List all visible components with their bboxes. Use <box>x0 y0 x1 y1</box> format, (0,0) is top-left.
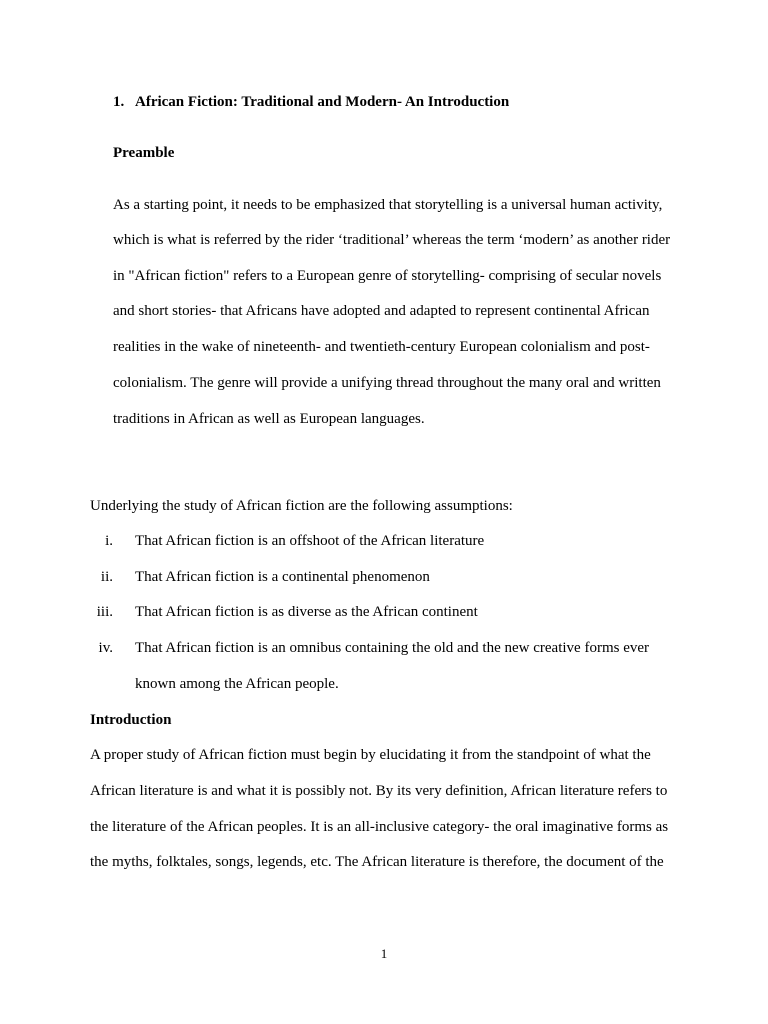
paragraph-line: realities in the wake of nineteenth- and twentieth-century European colonialism and post- <box>113 339 650 355</box>
list-numeral: iv. <box>98 640 113 656</box>
paragraph-line: colonialism. The genre will provide a unifying thread throughout the many oral and written <box>113 375 661 391</box>
list-item-text: known among the African people. <box>135 676 339 692</box>
list-item-text: That African fiction is an offshoot of the African literature <box>135 533 485 549</box>
list-numeral: iii. <box>96 604 113 620</box>
paragraph-line: and short stories- that Africans have adopted and adapted to represent continental African <box>113 303 650 319</box>
paragraph-line: African literature is and what it is possibly not. By its very definition, African literature refers to <box>90 783 668 799</box>
paragraph-line: traditions in African as well as European languages. <box>113 411 425 427</box>
list-numeral: ii. <box>100 569 113 585</box>
paragraph-line: A proper study of African fiction must begin by elucidating it from the standpoint of what the <box>90 747 651 763</box>
paragraph-line: in "African fiction" refers to a European genre of storytelling- comprising of secular novels <box>113 268 662 284</box>
list-numeral: i. <box>105 533 113 549</box>
page-number: 1 <box>380 946 388 961</box>
paragraph-line: As a starting point, it needs to be emphasized that storytelling is a universal human activity, <box>113 197 663 213</box>
paragraph-line: which is what is referred by the rider ‘traditional’ whereas the term ‘modern’ as another rider <box>113 232 671 248</box>
list-item-text: That African fiction is a continental phenomenon <box>135 569 430 585</box>
paragraph-line: the literature of the African peoples. It is an all-inclusive category- the oral imaginative forms as <box>90 819 669 835</box>
section-title: African Fiction: Traditional and Modern- An Introduction <box>135 94 510 110</box>
assumptions-intro: Underlying the study of African fiction are the following assumptions: <box>90 498 513 514</box>
list-item-text: That African fiction is an omnibus containing the old and the new creative forms ever <box>135 640 650 656</box>
paragraph-line: the myths, folktales, songs, legends, etc. The African literature is therefore, the document of the <box>90 854 664 870</box>
section-number: 1. <box>113 94 125 110</box>
preamble-heading: Preamble <box>113 145 175 161</box>
introduction-heading: Introduction <box>90 712 172 728</box>
list-item-text: That African fiction is as diverse as the African continent <box>135 604 478 620</box>
